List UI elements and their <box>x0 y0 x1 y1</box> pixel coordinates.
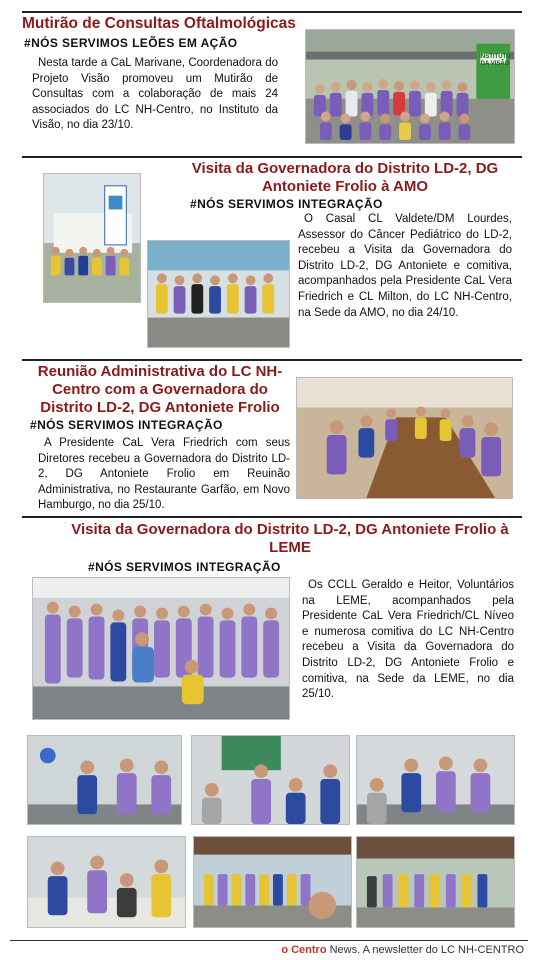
section-divider <box>22 516 522 518</box>
section-3-title: Reunião Administrativa do LC NH-Centro com a Governadora do Distrito LD-2, DG Antoniete Frolio <box>37 363 283 416</box>
photo-reuniao-restaurante <box>296 377 513 499</box>
section-4-title: Visita da Governadora do Distrito LD-2, DG Antoniete Frolio à LEME <box>71 521 509 556</box>
section-divider <box>22 359 522 361</box>
section-4-body: Os CCLL Geraldo e Heitor, Voluntários na LEME, acompanhados pela Presidente CaL Vera Friedrich/CL Níveo e numerosa comitiva do LC NH-Centro recebeu a Visita da Governadora do Distrito LD-2, DG Antoniete Frolio e comitiva, na Sede da LEME, no dia 25/10. <box>302 579 514 701</box>
footer-tagline: News. A newsletter do LC NH-CENTRO <box>326 944 524 956</box>
section-1-hashtag: #NÓS SERVIMOS LEÕES EM AÇÃO <box>24 36 238 50</box>
section-3-hashtag: #NÓS SERVIMOS INTEGRAÇÃO <box>30 418 223 432</box>
section-2-body: O Casal CL Valdete/DM Lourdes, Assessor do Câncer Pediátrico do LD-2, recebeu a Visita da Governadora do Distrito LD-2, DG Antoniete e comitiva, acompanhados pela Presidente CaL Vera Friedrich e CL Milton, do LC NH-Centro, na Sede da AMO, no dia 24/10. <box>298 213 512 319</box>
photo-leme-group <box>32 577 290 720</box>
footer <box>281 944 524 956</box>
section-2-title: Visita da Governadora do Distrito LD-2, DG Antoniete Frolio à AMO <box>191 160 499 195</box>
section-divider <box>22 11 522 13</box>
photo-instituto-visao-group <box>305 29 515 144</box>
photo-leme-grid-6 <box>356 836 515 928</box>
photo-amo-interior <box>147 240 290 348</box>
section-2-hashtag: #NÓS SERVIMOS INTEGRAÇÃO <box>190 197 383 211</box>
section-divider <box>22 156 522 158</box>
section-3-body: A Presidente CaL Vera Friedrich com seus Diretores recebeu a Governadora do Distrito LD-2, DG Antoniete Frolio em Reuinão Administrativa, no Restaurante Garfão, em Novo Hamburgo, no dia 25/10. <box>38 437 290 512</box>
section-1-body: Nesta tarde a CaL Marivane, Coordenadora do Projeto Visão promoveu um Mutirão de Consultas com a colaboração de mais 24 associados do LC NH-Centro, no Instituto da Visão, no dia 23/10. <box>32 57 278 132</box>
section-4-hashtag: #NÓS SERVIMOS INTEGRAÇÃO <box>88 560 281 574</box>
photo-leme-grid-5 <box>193 836 352 928</box>
photo-leme-grid-1 <box>27 735 182 825</box>
footer-divider <box>10 940 528 941</box>
photo-leme-grid-2 <box>191 735 350 825</box>
photo-amo-facade <box>43 173 141 303</box>
photo-leme-grid-4 <box>27 836 186 928</box>
footer-brand: o Centro <box>281 944 327 956</box>
section-1-title: Mutirão de Consultas Oftalmológicas <box>22 15 296 32</box>
photo-leme-grid-3 <box>356 735 515 825</box>
instituto-visao-sign: INSTITUTO DA VISÃO <box>479 54 511 67</box>
